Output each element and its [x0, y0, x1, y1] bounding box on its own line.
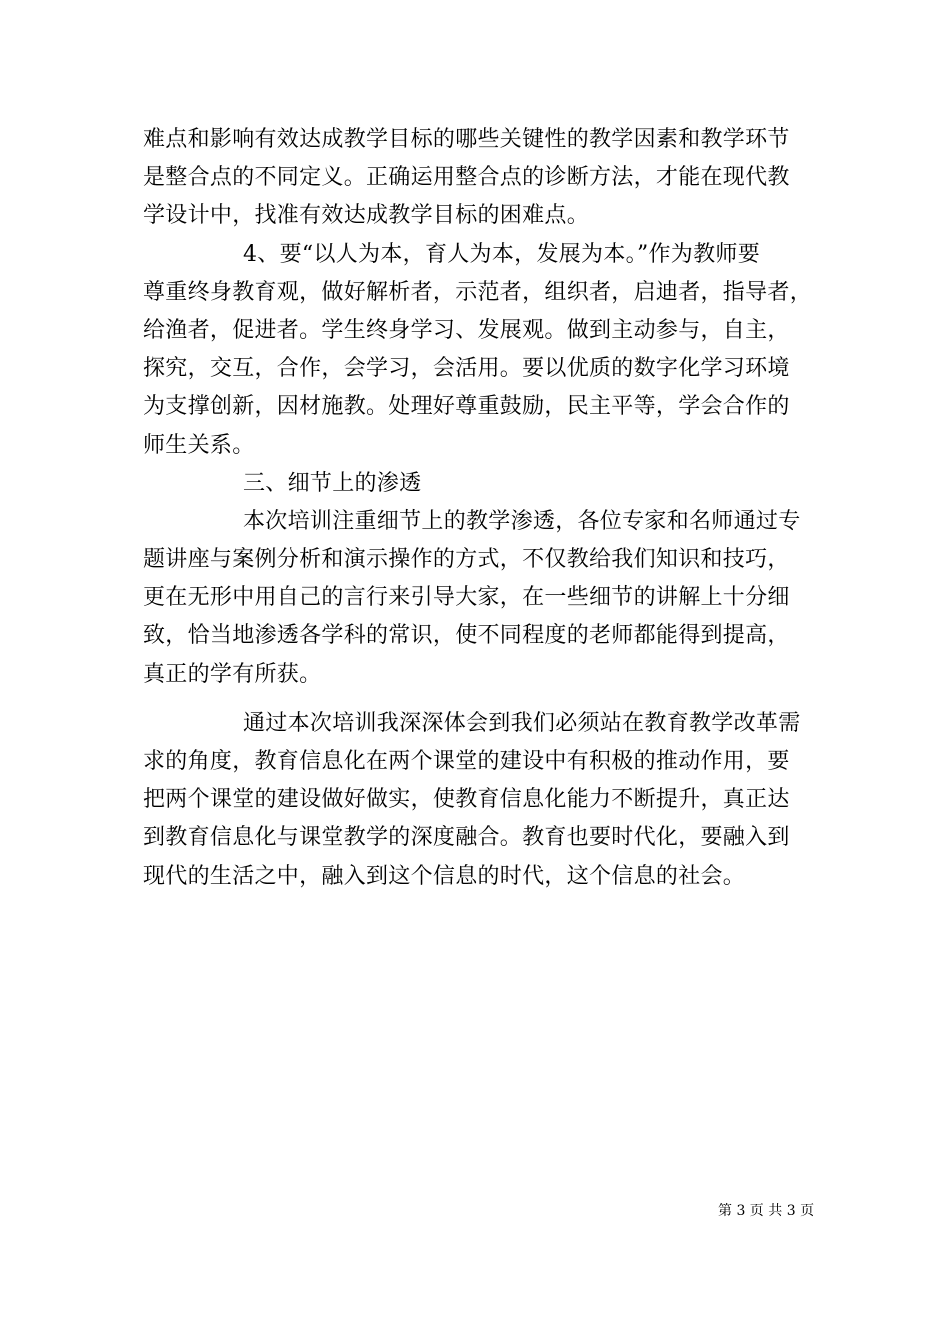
- text-line: 更在无形中用自己的言行来引导大家，在一些细节的讲解上十分细: [143, 585, 790, 611]
- page-number-footer: 第 3 页 共 3 页: [718, 1203, 815, 1219]
- text-line: 师生关系。: [143, 432, 255, 458]
- section-heading: 三、细节上的渗透: [243, 470, 422, 496]
- text-line: 致，恰当地渗透各学科的常识，使不同程度的老师都能得到提高，: [143, 623, 790, 649]
- text-line: 求的角度，教育信息化在两个课堂的建设中有积极的推动作用，要: [143, 749, 790, 774]
- paragraph-start-line: 通过本次培训我深深体会到我们必须站在教育教学改革需: [243, 710, 801, 736]
- paragraph-start-line: 4、要“以人为本，育人为本，发展为本。”作为教师要: [243, 241, 760, 267]
- text-line: 为支撑创新，因材施教。处理好尊重鼓励，民主平等，学会合作的: [143, 394, 790, 420]
- text-line: 是整合点的不同定义。正确运用整合点的诊断方法，才能在现代教: [143, 165, 790, 191]
- text-line: 把两个课堂的建设做好做实，使教育信息化能力不断提升，真正达: [143, 787, 790, 813]
- text-line: 尊重终身教育观，做好解析者，示范者，组织者，启迪者，指导者，: [143, 279, 813, 305]
- text-line: 现代的生活之中，融入到这个信息的时代，这个信息的社会。: [143, 863, 746, 889]
- text-line: 探究，交互，合作，会学习，会活用。要以优质的数字化学习环境: [143, 356, 790, 382]
- text-line: 题讲座与案例分析和演示操作的方式，不仅教给我们知识和技巧，: [143, 547, 790, 573]
- text-line: 难点和影响有效达成教学目标的哪些关键性的教学因素和教学环节: [143, 127, 790, 152]
- text-line: 到教育信息化与课堂教学的深度融合。教育也要时代化，要融入到: [143, 825, 790, 851]
- paragraph-gap: [143, 694, 823, 705]
- paragraph-start-line: 本次培训注重细节上的教学渗透，各位专家和名师通过专: [243, 508, 801, 534]
- text-line: 给渔者，促进者。学生终身学习、发展观。做到主动参与，自主，: [143, 317, 790, 343]
- document-body: [143, 121, 823, 896]
- text-line: 真正的学有所获。: [143, 661, 322, 687]
- text-line: 学设计中，找准有效达成教学目标的困难点。: [143, 203, 590, 229]
